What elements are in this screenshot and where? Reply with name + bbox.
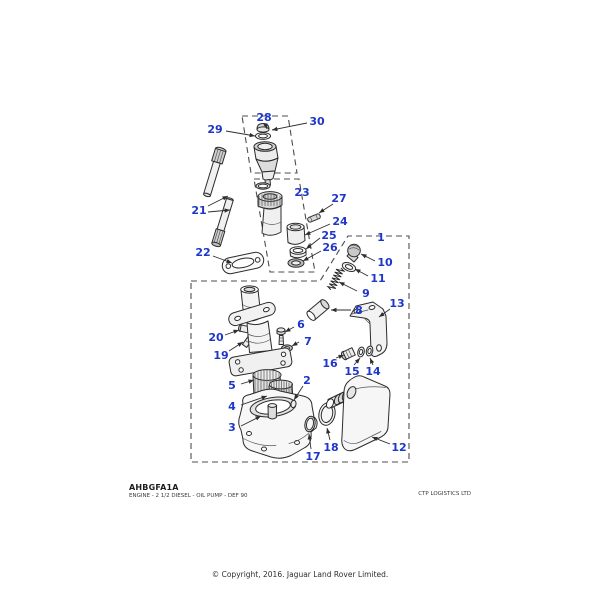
callout-2[interactable]: 2 [303,374,311,387]
leader-line-27 [319,204,333,213]
part-strainer-shaft [256,183,282,235]
callout-4[interactable]: 4 [228,400,236,413]
figure-caption [129,483,248,499]
leader-line-14 [370,358,373,365]
callout-28[interactable]: 28 [256,111,272,124]
callout-12[interactable]: 12 [391,441,407,454]
leader-line-29 [226,131,255,136]
leader-line-15 [354,358,360,365]
callout-8[interactable]: 8 [355,304,363,317]
leader-line-19 [229,342,243,351]
vendor-label: CTP LOGISTICS LTD [418,491,471,497]
callout-16[interactable]: 16 [322,357,338,370]
callout-6[interactable]: 6 [297,318,305,331]
part-bush-24 [287,223,305,244]
part-relief-valve [254,124,278,186]
figure-description: ENGINE - 2 1/2 DIESEL - OIL PUMP - DEF 90 [129,493,248,499]
figure-code: AHBGFA1A [129,483,179,492]
leader-line-25 [306,238,320,249]
callout-5[interactable]: 5 [228,379,236,392]
leader-line-7 [292,342,299,346]
callout-18[interactable]: 18 [323,441,339,454]
callout-30[interactable]: 30 [309,115,325,128]
callout-14[interactable]: 14 [365,365,381,378]
leader-line-20 [225,330,239,335]
leader-line-10 [361,254,375,261]
part-plunger-8 [305,298,330,322]
callout-11[interactable]: 11 [370,272,386,285]
part-drive-shaft-upper [201,146,226,198]
callout-24[interactable]: 24 [332,215,348,228]
leader-line-5 [241,380,254,384]
part-washer-26 [288,259,304,268]
callout-19[interactable]: 19 [213,349,229,362]
callout-21[interactable]: 21 [191,204,207,217]
part-drive-shaft-lower [211,197,234,248]
part-pin-27 [307,213,321,223]
callout-17[interactable]: 17 [305,450,321,463]
callout-3[interactable]: 3 [228,421,236,434]
leader-line-18 [327,428,330,440]
callout-9[interactable]: 9 [362,287,370,300]
part-ring-25 [290,247,306,258]
callout-22[interactable]: 22 [195,246,211,259]
callout-7[interactable]: 7 [304,335,312,348]
callout-20[interactable]: 20 [208,331,224,344]
part-washer-15 [357,346,366,357]
leader-line-11 [355,269,368,276]
callout-25[interactable]: 25 [321,229,337,242]
callout-23[interactable]: 23 [294,186,310,199]
callout-1[interactable]: 1 [377,231,385,244]
callout-26[interactable]: 26 [322,241,338,254]
callout-10[interactable]: 10 [377,256,393,269]
leader-line-9 [339,282,357,291]
part-gasket [221,251,265,275]
part-plug-10 [347,244,360,262]
callout-27[interactable]: 27 [331,192,347,205]
part-bolt-16 [340,347,355,360]
callout-15[interactable]: 15 [344,365,360,378]
copyright-line: © Copyright, 2016. Jaguar Land Rover Limited. [211,570,389,579]
callout-13[interactable]: 13 [389,297,405,310]
leader-line-6 [285,327,294,332]
part-bolt-6 [277,328,285,345]
callout-29[interactable]: 29 [207,123,223,136]
part-spring-9 [327,266,344,291]
